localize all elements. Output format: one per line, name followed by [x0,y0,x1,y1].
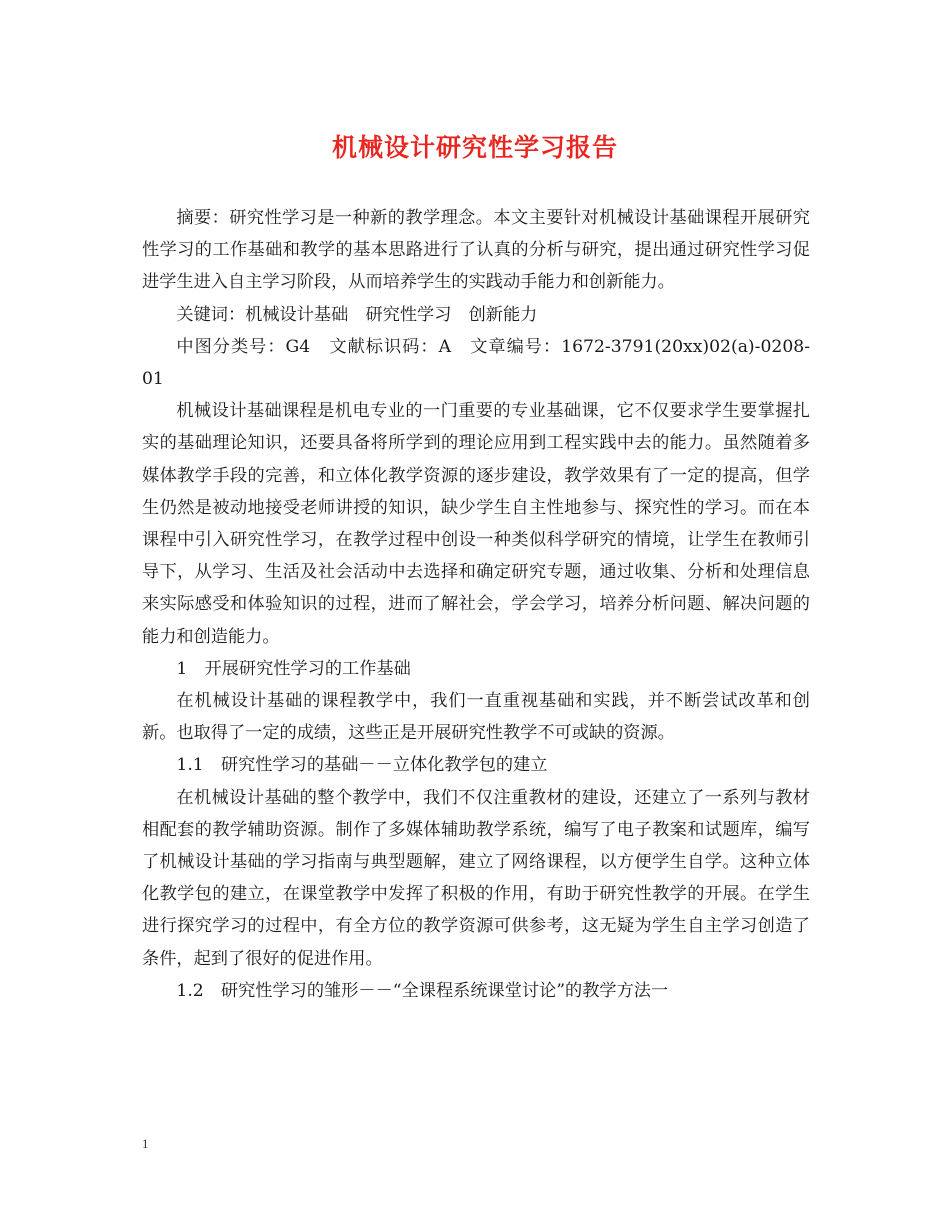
keywords-line: 关键词：机械设计基础 研究性学习 创新能力 [176,304,538,325]
document-title: 机械设计研究性学习报告 [331,133,618,162]
body-paragraph: 在机械设计基础的整个教学中，我们不仅注重教材的建设，还建立了一系列与教材相配套的教学辅助资源。制作了多媒体辅助教学系统，编写了电子教案和试题库，编写了机械设计基础的学习指南与典型题解，建立了网络课程，以方便学生自学。这种立体化教学包的建立，在课堂教学中发挥了积极的作用，有助于研究性教学的开展。在学生进行探究学习的过程中，有全方位的教学资源可供参考，这无疑为学生自主学习创造了条件，起到了很好的促进作用。 [142,787,810,969]
page-number: 1 [142,1136,149,1151]
subsection-heading: 1.1 研究性学习的基础－－立体化教学包的建立 [176,755,548,776]
abstract-paragraph: 摘要：研究性学习是一种新的教学理念。本文主要针对机械设计基础课程开展研究性学习的工作基础和教学的基本思路进行了认真的分析与研究，提出通过研究性学习促进学生进入自主学习阶段，从而培养学生的实践动手能力和创新能力。 [142,208,810,293]
subsection-heading: 1.2 研究性学习的雏形－－“全课程系统课堂讨论”的教学方法一 [176,980,669,1001]
section-heading: 1 开展研究性学习的工作基础 [176,658,411,679]
body-paragraph: 机械设计基础课程是机电专业的一门重要的专业基础课，它不仅要求学生要掌握扎实的基础理论知识，还要具备将所学到的理论应用到工程实践中去的能力。虽然随着多媒体教学手段的完善，和立体化教学资源的逐步建设，教学效果有了一定的提高，但学生仍然是被动地接受老师讲授的知识，缺少学生自主性地参与、探究性的学习。而在本课程中引入研究性学习，在教学过程中创设一种类似科学研究的情境，让学生在教师引导下，从学习、生活及社会活动中去选择和确定研究专题，通过收集、分析和处理信息来实际感受和体验知识的过程，进而了解社会，学会学习，培养分析问题、解决问题的能力和创造能力。 [142,401,810,647]
body-paragraph: 在机械设计基础的课程教学中，我们一直重视基础和实践，并不断尝试改革和创新。也取得了一定的成绩，这些正是开展研究性教学不可或缺的资源。 [142,691,810,744]
classification-line: 中图分类号：G4 文献标识码：A 文章编号：1672-3791(20xx)02(a)-0208-01 [142,336,810,390]
document-body [142,202,810,1007]
